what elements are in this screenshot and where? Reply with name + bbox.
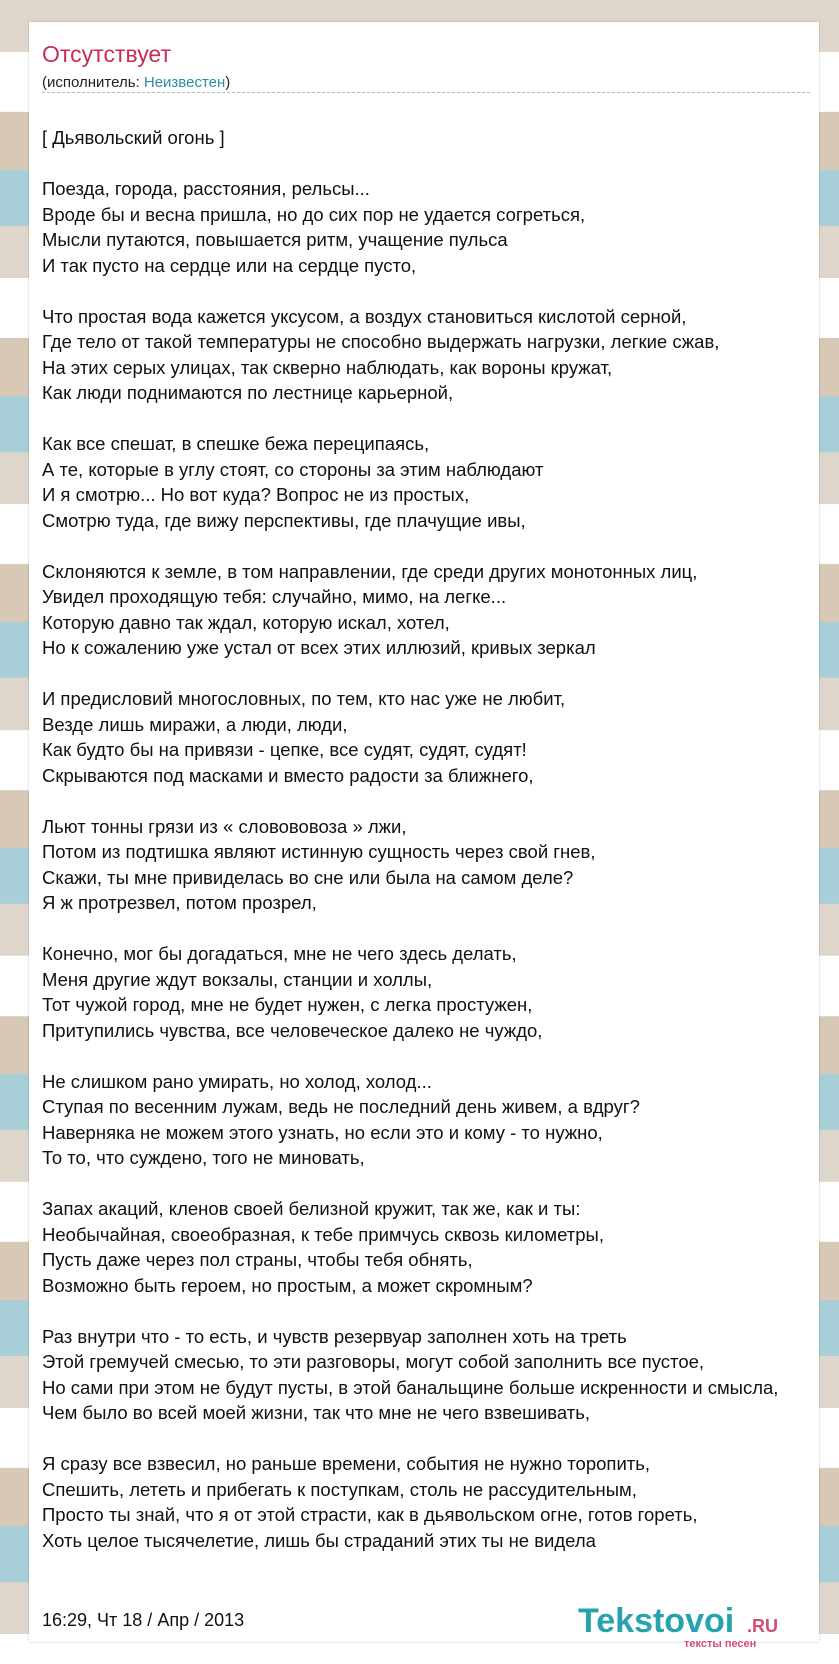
lyrics-line: Мысли путаются, повышается ритм, учащение пульса bbox=[42, 229, 508, 250]
lyrics-line: Просто ты знай, что я от этой страсти, как в дьявольском огне, готов гореть, bbox=[42, 1504, 698, 1525]
lyrics-line: Льют тонны грязи из « словововоза » лжи, bbox=[42, 815, 407, 837]
lyrics-line: Наверняка не можем этого узнать, но если это и кому - то нужно, bbox=[42, 1121, 603, 1143]
lyrics-line: Я ж протрезвел, потом прозрел, bbox=[42, 892, 317, 913]
lyrics-line: Раз внутри что - то есть, и чувств резервуар заполнен хоть на треть bbox=[42, 1325, 627, 1347]
lyrics-line: Я сразу все взвесил, но раньше времени, события не нужно торопить, bbox=[42, 1453, 651, 1474]
lyrics-line: Которую давно так ждал, которую искал, хотел, bbox=[42, 611, 450, 633]
lyrics-line: Как будто бы на привязи - цепке, все судят, судят, судят! bbox=[42, 739, 527, 760]
performer-prefix: (исполнитель: bbox=[42, 74, 144, 91]
lyrics-line: Пусть даже через пол страны, чтобы тебя обнять, bbox=[42, 1249, 473, 1270]
logo-wordmark: Tekstovoi bbox=[578, 1602, 735, 1640]
lyrics-line bbox=[42, 1043, 839, 1069]
lyrics-line bbox=[42, 788, 839, 814]
lyrics-line: Конечно, мог бы догадаться, мне не чего здесь делать, bbox=[42, 943, 517, 964]
performer-suffix: ) bbox=[225, 74, 231, 91]
lyrics-line bbox=[42, 661, 839, 687]
lyrics-line: Как все спешат, в спешке бежа переципаясь, bbox=[42, 433, 430, 454]
lyrics-line: Где тело от такой температуры не способно выдержать нагрузки, легкие сжав, bbox=[42, 331, 720, 352]
lyrics-line bbox=[42, 1426, 839, 1452]
lyrics-line: Но к сожалению уже устал от всех этих иллюзий, кривых зеркал bbox=[42, 637, 596, 658]
lyrics-line: Необычайная, своеобразная, к тебе примчусь сквозь километры, bbox=[42, 1223, 604, 1245]
song-title: Отсутствует bbox=[42, 41, 171, 67]
lyrics-line: Потом из подтишка являют истинную сущность через свой гнев, bbox=[42, 841, 596, 862]
lyrics-line bbox=[42, 1298, 839, 1324]
lyrics-line: Чем было во всей моей жизни, так что мне не чего взвешивать, bbox=[42, 1402, 591, 1423]
lyrics-line: Что простая вода кажется уксусом, а воздух становиться кислотой серной, bbox=[42, 305, 687, 327]
lyrics-page bbox=[29, 22, 819, 1642]
lyrics-line: То то, что суждено, того не миновать, bbox=[42, 1147, 365, 1168]
lyrics-line: На этих серых улицах, так скверно наблюдать, как вороны кружат, bbox=[42, 356, 613, 378]
performer-line bbox=[42, 74, 230, 91]
lyrics-line bbox=[42, 278, 839, 304]
lyrics-line: Ступая по весенним лужам, ведь не последний день живем, а вдруг? bbox=[42, 1096, 640, 1117]
performer-link[interactable]: Неизвестен bbox=[143, 74, 226, 91]
lyrics-line: [ Дьявольский огонь ] bbox=[42, 127, 225, 148]
lyrics-line: А те, которые в углу стоят, со стороны за этим наблюдают bbox=[42, 458, 544, 480]
lyrics-line: Возможно быть героем, но простым, а может скромным? bbox=[42, 1274, 533, 1296]
lyrics-line: Поезда, города, расстояния, рельсы... bbox=[42, 178, 370, 199]
post-date: 16:29, Чт 18 / Апр / 2013 bbox=[42, 1610, 245, 1630]
lyrics-line: Увидел проходящую тебя: случайно, мимо, на легке... bbox=[42, 586, 507, 607]
logo-tld: .RU bbox=[747, 1616, 778, 1636]
lyrics-line: Склоняются к земле, в том направлении, где среди других монотонных лиц, bbox=[42, 560, 698, 582]
lyrics-line: Не слишком рано умирать, но холод, холод... bbox=[42, 1070, 432, 1092]
lyrics-line: И предисловий многословных, по тем, кто нас уже не любит, bbox=[42, 688, 566, 709]
lyrics-line: Спешить, лететь и прибегать к поступкам, столь не рассудительным, bbox=[42, 1478, 637, 1500]
lyrics-line: Меня другие ждут вокзалы, станции и холлы, bbox=[42, 968, 433, 990]
lyrics-line bbox=[42, 151, 839, 177]
lyrics-line: Скрываются под масками и вместо радости за ближнего, bbox=[42, 764, 534, 786]
lyrics-line: Тот чужой город, мне не будет нужен, с легка простужен, bbox=[42, 994, 533, 1015]
lyrics-line: Хоть целое тысячелетие, лишь бы страданий этих ты не видела bbox=[42, 1529, 596, 1551]
lyrics-line: Скажи, ты мне привиделась во сне или была на самом деле? bbox=[42, 866, 574, 888]
site-logo[interactable] bbox=[578, 1602, 818, 1648]
lyrics-line: Но сами при этом не будут пусты, в этой банальщине больше искренности и смысла, bbox=[42, 1376, 779, 1398]
lyrics-line: Как люди поднимаются по лестнице карьерной, bbox=[42, 382, 454, 403]
lyrics-line: И так пусто на сердце или на сердце пусто, bbox=[42, 254, 417, 276]
lyrics-line: Везде лишь миражи, а люди, люди, bbox=[42, 713, 348, 735]
lyrics-line: Смотрю туда, где вижу перспективы, где плачущие ивы, bbox=[42, 509, 526, 531]
lyrics-line: И я смотрю... Но вот куда? Вопрос не из простых, bbox=[42, 484, 470, 505]
logo-subtitle: тексты песен bbox=[684, 1638, 757, 1650]
lyrics-text bbox=[42, 125, 839, 1553]
lyrics-line: Запах акаций, кленов своей белизной кружит, так же, как и ты: bbox=[42, 1198, 581, 1219]
lyrics-line bbox=[42, 533, 839, 559]
lyrics-line: Вроде бы и весна пришла, но до сих пор не удается согреться, bbox=[42, 203, 586, 225]
lyrics-line: Этой гремучей смесью, то эти разговоры, могут собой заполнить все пустое, bbox=[42, 1351, 705, 1372]
lyrics-line bbox=[42, 1171, 839, 1197]
title-divider bbox=[42, 92, 810, 93]
lyrics-line bbox=[42, 916, 839, 942]
lyrics-line bbox=[42, 406, 839, 432]
lyrics-line: Притупились чувства, все человеческое далеко не чуждо, bbox=[42, 1019, 543, 1041]
